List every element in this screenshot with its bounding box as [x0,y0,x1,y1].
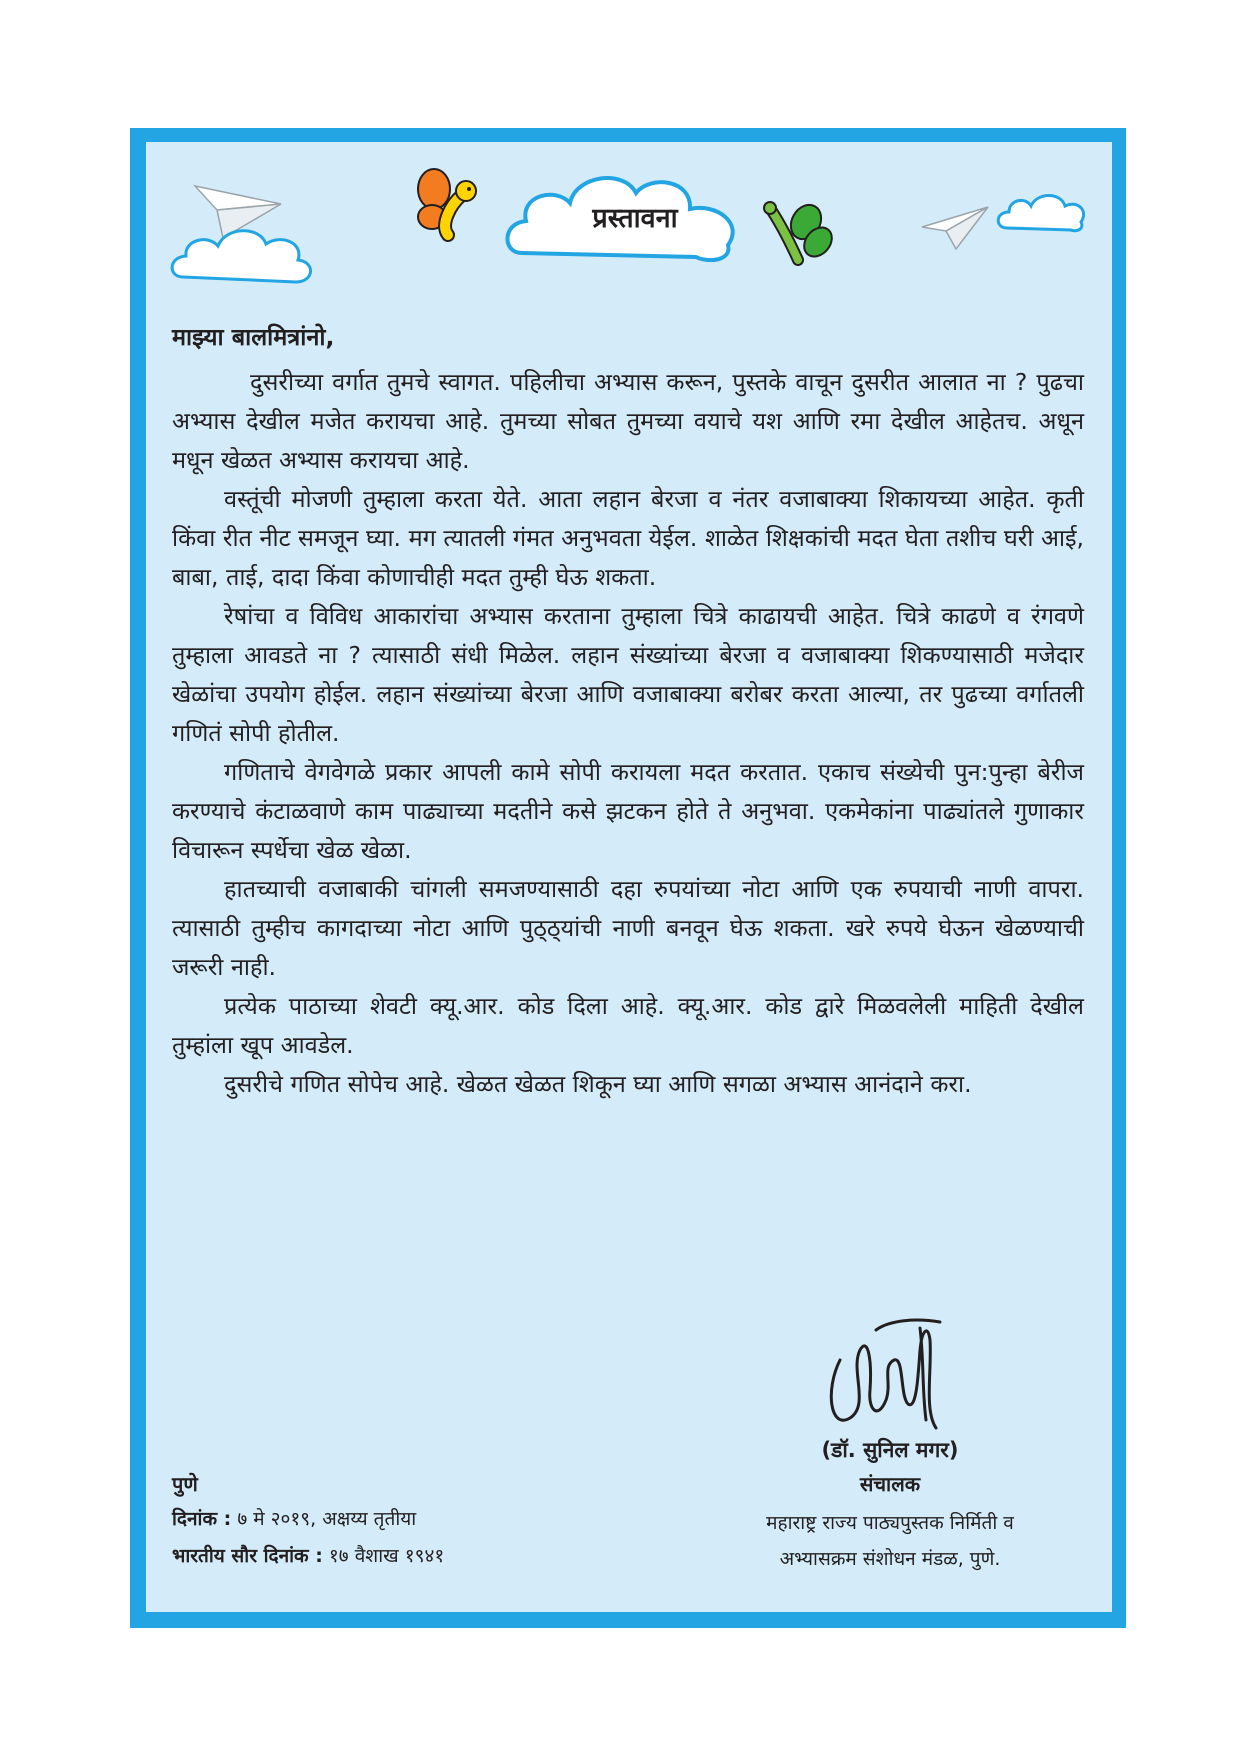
paragraph: वस्तूंची मोजणी तुम्हाला करता येते. आता लहान बेरजा व नंतर वजाबाक्या शिकायच्या आहेत. कृती किंवा रीत नीट समजून घ्या. मग त्यातली गंमत अनुभवता येईल. शाळेत शिक्षकांची मदत घेता तशीच घरी आई, बाबा, ताई, दादा किंवा कोणाचीही मदत तुम्ही घेऊ शकता. [172,485,1084,591]
paragraph: रेषांचा व विविध आकारांचा अभ्यास करताना तुम्हाला चित्रे काढायची आहेत. चित्रे काढणे व रंगवणे तुम्हाला आवडते ना ? त्यासाठी संधी मिळेल. लहान संख्यांच्या बेरजा व वजाबाक्या शिकण्यासाठी मजेदार खेळांचा उपयोग होईल. लहान संख्यांच्या बेरजा आणि वजाबाक्या बरोबर करता आल्या, तर पुढच्या वर्गातली गणितं सोपी होतील. [172,602,1084,747]
paragraph: हातच्याची वजाबाकी चांगली समजण्यासाठी दहा रुपयांच्या नोटा आणि एक रुपयाची नाणी वापरा. त्यासाठी तुम्हीच कागदाच्या नोटा आणि पुठ्ठ्यांची नाणी बनवून घेऊ शकता. खरे रुपये घेऊन खेळण्याची जरूरी नाही. [172,875,1084,981]
paper-plane-icon [920,205,990,250]
signer-name: (डॉ. सुनिल मगर) [821,1438,959,1462]
signer-role: संचालक [859,1472,921,1496]
letter-body [172,318,1084,1104]
signature [820,1300,960,1440]
indian-date [172,1542,444,1568]
butterfly-icon [758,198,838,270]
date [172,1505,416,1531]
paragraph: दुसरीच्या वर्गात तुमचे स्वागत. पहिलीचा अभ्यास करून, पुस्तके वाचून दुसरीत आलात ना ? पुढचा अभ्यास देखील मजेत करायचा आहे. तुमच्या सोबत तुमच्या वयाचे यश आणि रमा देखील आहेतच. अधून मधून खेळत अभ्यास करायचा आहे. [172,368,1084,474]
butterfly-icon [410,165,490,245]
cloud-icon [995,190,1090,236]
greeting: माझ्या बालमित्रांनो, [172,323,335,351]
organization [700,1505,1080,1577]
paragraph: गणिताचे वेगवेगळे प्रकार आपली कामे सोपी करायला मदत करतात. एकाच संख्येची पुन:पुन्हा बेरीज करण्याचे कंटाळवाणे काम पाढ्याच्या मदतीने कसे झटकन होते ते अनुभवा. एकमेकांना पाढ्यांतले गुणाकार विचारून स्पर्धेचा खेळ खेळा. [172,758,1084,864]
date-value: ७ मे २०१९, अक्षय्य तृतीया [237,1508,417,1530]
paragraph: प्रत्येक पाठाच्या शेवटी क्यू.आर. कोड दिला आहे. क्यू.आर. कोड द्वारे मिळवलेली माहिती देखील तुम्हांला खूप आवडेल. [172,992,1084,1059]
page-title: प्रस्तावना [592,203,678,234]
org-line: महाराष्ट्र राज्य पाठ्यपुस्तक निर्मिती व [766,1512,1014,1534]
org-line: अभ्यासक्रम संशोधन मंडळ, पुणे. [779,1548,1001,1570]
indian-date-label: भारतीय सौर दिनांक : [172,1545,323,1567]
paragraph: दुसरीचे गणित सोपेच आहे. खेळत खेळत शिकून घ्या आणि सगळा अभ्यास आनंदाने करा. [224,1070,972,1098]
place: पुणे [172,1472,198,1496]
cloud-icon [168,222,318,292]
indian-date-value: १७ वैशाख १९४१ [328,1545,445,1567]
date-label: दिनांक : [172,1508,232,1530]
